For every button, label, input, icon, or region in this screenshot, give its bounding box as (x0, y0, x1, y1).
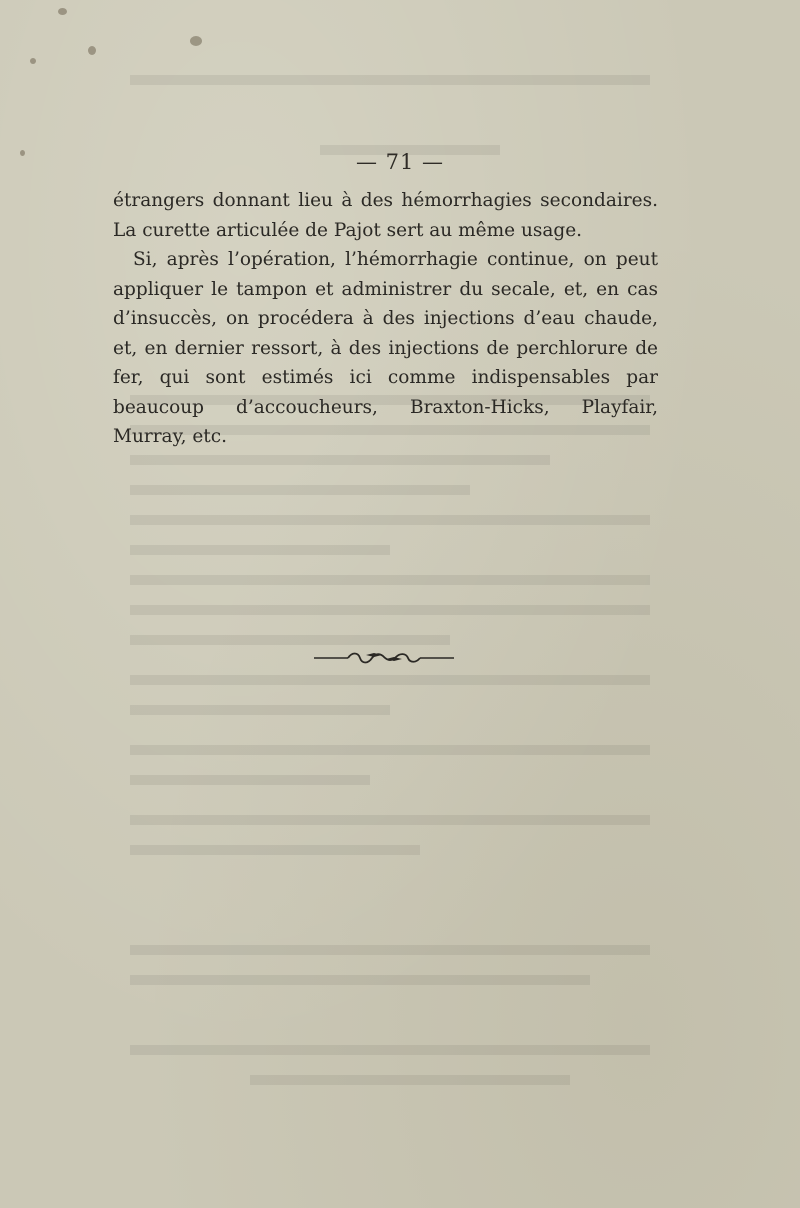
paragraph: étrangers donnant lieu à des hémorrhagies secondaires. La curette articulée de Pajot sert au même usage. (113, 190, 658, 241)
decorative-rule-ornament (314, 648, 454, 668)
body-text (113, 186, 658, 452)
paper-stain (88, 46, 96, 55)
paper-stain (30, 58, 36, 64)
paper-stain (58, 8, 67, 15)
page-number: — 71 — (355, 150, 445, 174)
paper-stain (190, 36, 202, 46)
paragraph: Si, après l’opération, l’hémorrhagie continue, on peut appliquer le tampon et administrer du secale, et, en cas d’insuccès, on procédera à des injections d’eau chaude, et, en dernier ressort, à des injections de perchlorure de fer, qui sont estimés ici comme indispensables par beaucoup d’accoucheurs, Braxton-Hicks, Playfair, Murray, etc. (113, 249, 658, 447)
